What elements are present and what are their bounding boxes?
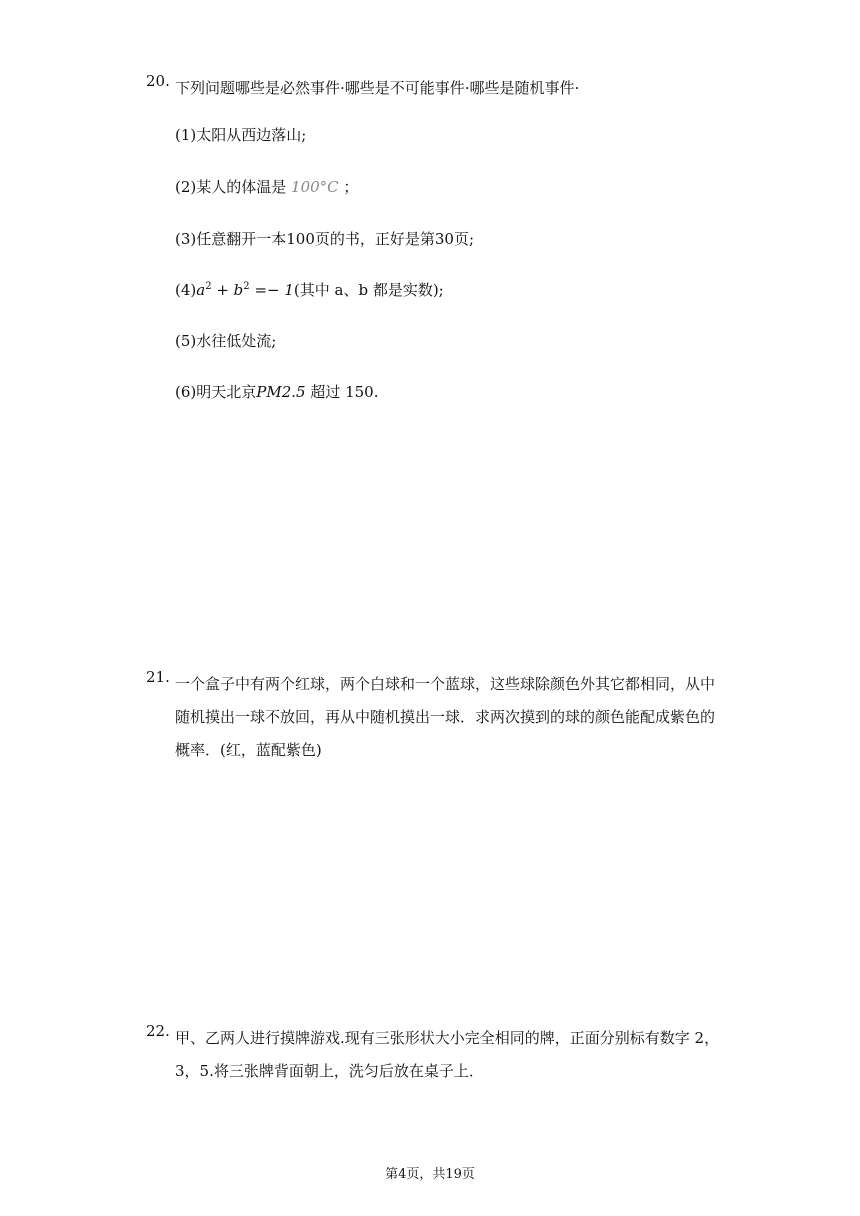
text-line: 甲、乙两人进行摸牌游戏.现有三张形状大小完全相同的牌，正面分别标有数字 2， <box>175 1029 720 1047</box>
sub-item-4 <box>175 279 444 300</box>
pm-term: PM2.5 <box>256 383 306 401</box>
page-footer: 第4页，共19页 <box>385 1167 475 1182</box>
temperature-value: 100°C <box>291 178 339 196</box>
sub-item-label: (6)明天北京 <box>175 383 257 401</box>
question-stem: 下列问题哪些是必然事件·哪些是不可能事件·哪些是随机事件· <box>175 79 580 97</box>
equation: $a^2 + b^2 =- 1$ <box>196 281 294 299</box>
text-line: 3，5.将三张牌背面朝上，洗匀后放在桌子上． <box>175 1062 484 1080</box>
sub-item-2 <box>175 176 358 197</box>
question-body <box>175 668 727 767</box>
sub-item-tail: 超过 150. <box>305 383 379 401</box>
sub-item-1: (1)太阳从西边落山; <box>175 126 307 144</box>
sub-item-label: (4) <box>175 281 197 299</box>
sub-item-3: (3)任意翻开一本100页的书，正好是第30页; <box>175 230 475 248</box>
sub-item-5: (5)水往低处流; <box>175 332 277 350</box>
sub-item-tail: ； <box>343 178 359 196</box>
text-line: 随机摸出一球不放回，再从中随机摸出一球．求两次摸到的球的颜色能配成紫色的 <box>175 708 716 726</box>
question-body <box>175 1022 727 1088</box>
question-number: 21. <box>146 668 170 686</box>
text-line: 概率．(红，蓝配紫色) <box>175 741 322 759</box>
sub-item-label: (2)某人的体温是 <box>175 178 287 196</box>
sub-item-6 <box>175 381 379 402</box>
sub-item-tail: (其中 a、b 都是实数); <box>293 281 444 299</box>
question-number: 20. <box>146 72 170 90</box>
question-number: 22. <box>146 1022 170 1040</box>
text-line: 一个盒子中有两个红球，两个白球和一个蓝球，这些球除颜色外其它都相同，从中 <box>175 675 716 693</box>
